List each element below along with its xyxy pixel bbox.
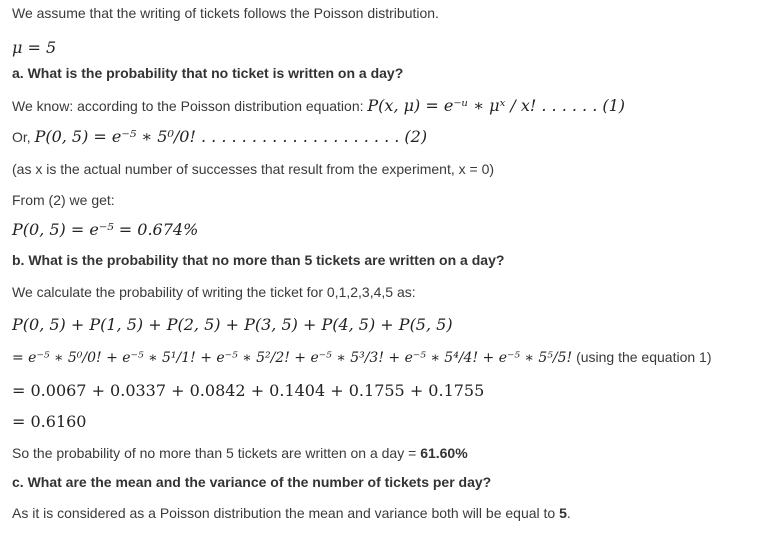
expand-line (12, 343, 776, 377)
know-prefix: We know: according to the Poisson distribution equation: (12, 98, 364, 114)
question-c-text: c. What are the mean and the variance of the number of tickets per day? (12, 474, 492, 490)
answer-c-line (12, 501, 776, 532)
question-a (12, 61, 776, 92)
p0-result-line (12, 216, 776, 250)
sum-line (12, 311, 776, 343)
note-text: (as x is the actual number of successes that result from the experiment, x = 0) (12, 161, 495, 177)
mu-line (12, 30, 776, 61)
poisson-equation: P(x, μ) = e⁻ᵘ ∗ μˣ / x! . . . . . . (1) (367, 96, 626, 115)
expand-suffix: (using the equation 1) (576, 349, 712, 365)
calc-intro-text: We calculate the probability of writing the ticket for 0,1,2,3,4,5 as: (12, 284, 416, 300)
answer-c-value: 5 (559, 505, 567, 521)
sum-equation: P(0, 5) + P(1, 5) + P(2, 5) + P(3, 5) + P(4, 5) + P(5, 5) (12, 315, 453, 334)
p0-result: P(0, 5) = e⁻⁵ = 0.674% (12, 220, 199, 239)
mu-equation: μ = 5 (12, 38, 57, 57)
calc-intro-line (12, 280, 776, 311)
expand-equation: = e⁻⁵ ∗ 5⁰/0! + e⁻⁵ ∗ 5¹/1! + e⁻⁵ ∗ 5²/2! + e⁻⁵ ∗ 5³/3! + e⁻⁵ ∗ 5⁴/4! + e⁻⁵ ∗ 5⁵/5! (12, 350, 573, 366)
or-prefix: Or, (12, 129, 31, 145)
question-a-text: a. What is the probability that no ticket is written on a day? (12, 65, 404, 81)
from2-text: From (2) we get: (12, 192, 115, 208)
or-line (12, 123, 776, 157)
know-line (12, 92, 776, 123)
p0-equation: P(0, 5) = e⁻⁵ ∗ 5⁰/0! . . . . . . . . . . . . . . . . . . . . (2) (34, 127, 428, 146)
total-line (12, 408, 776, 439)
conclusion-value: 61.60% (420, 445, 468, 461)
intro-text: We assume that the writing of tickets follows the Poisson distribution. (12, 5, 439, 21)
answer-c-suffix: . (566, 505, 571, 521)
values-equation: = 0.0067 + 0.0337 + 0.0842 + 0.1404 + 0.1755 + 0.1755 (12, 381, 485, 400)
note-line (12, 157, 776, 188)
conclusion-prefix: So the probability of no more than 5 tickets are written on a day = (12, 445, 417, 461)
total-equation: = 0.6160 (12, 412, 87, 431)
answer-c-prefix: As it is considered as a Poisson distribution the mean and variance both will be equal to (12, 505, 556, 521)
values-line (12, 377, 776, 408)
intro-line (12, 3, 776, 30)
from2-line (12, 188, 776, 216)
question-b (12, 250, 776, 280)
question-b-text: b. What is the probability that no more than 5 tickets are written on a day? (12, 252, 505, 268)
conclusion-line (12, 439, 776, 470)
question-c (12, 470, 776, 501)
